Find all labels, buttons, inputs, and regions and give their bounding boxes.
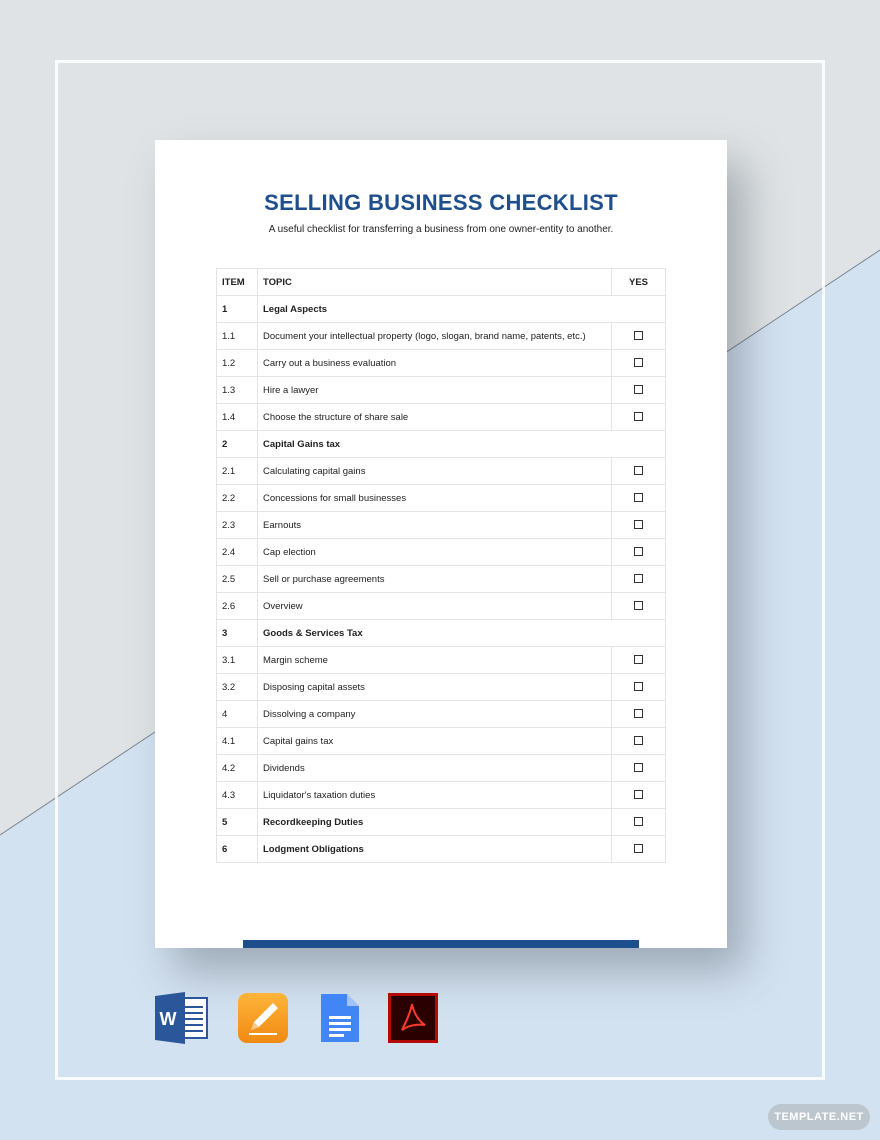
table-header-row bbox=[217, 269, 666, 296]
row-item-number: 1 bbox=[217, 296, 258, 323]
row-topic: Overview bbox=[258, 593, 612, 620]
table-row bbox=[217, 512, 666, 539]
row-topic: Capital gains tax bbox=[258, 728, 612, 755]
row-topic: Goods & Services Tax bbox=[258, 620, 612, 647]
row-item-number: 4 bbox=[217, 701, 258, 728]
row-item-number: 4.2 bbox=[217, 755, 258, 782]
word-icon[interactable] bbox=[155, 992, 207, 1044]
table-row bbox=[217, 782, 666, 809]
row-yes-cell bbox=[612, 296, 666, 323]
row-yes-cell bbox=[612, 593, 666, 620]
row-topic: Capital Gains tax bbox=[258, 431, 612, 458]
row-item-number: 1.3 bbox=[217, 377, 258, 404]
yes-checkbox[interactable] bbox=[634, 844, 643, 853]
row-item-number: 3.2 bbox=[217, 674, 258, 701]
row-topic: Cap election bbox=[258, 539, 612, 566]
yes-checkbox[interactable] bbox=[634, 358, 643, 367]
row-item-number: 1.1 bbox=[217, 323, 258, 350]
yes-checkbox[interactable] bbox=[634, 385, 643, 394]
row-item-number: 2.1 bbox=[217, 458, 258, 485]
yes-checkbox[interactable] bbox=[634, 412, 643, 421]
row-topic: Liquidator's taxation duties bbox=[258, 782, 612, 809]
row-item-number: 4.1 bbox=[217, 728, 258, 755]
table-row bbox=[217, 836, 666, 863]
row-topic: Legal Aspects bbox=[258, 296, 612, 323]
row-topic: Sell or purchase agreements bbox=[258, 566, 612, 593]
row-topic: Carry out a business evaluation bbox=[258, 350, 612, 377]
table-row bbox=[217, 701, 666, 728]
document-title: SELLING BUSINESS CHECKLIST bbox=[264, 190, 618, 215]
row-yes-cell bbox=[612, 404, 666, 431]
row-item-number: 2.2 bbox=[217, 485, 258, 512]
row-topic: Lodgment Obligations bbox=[258, 836, 612, 863]
row-yes-cell bbox=[612, 674, 666, 701]
google-docs-icon[interactable] bbox=[315, 992, 367, 1044]
row-item-number: 1.2 bbox=[217, 350, 258, 377]
row-topic: Document your intellectual property (logo, slogan, brand name, patents, etc.) bbox=[258, 323, 612, 350]
row-item-number: 5 bbox=[217, 809, 258, 836]
row-yes-cell bbox=[612, 782, 666, 809]
row-topic: Hire a lawyer bbox=[258, 377, 612, 404]
table-row bbox=[217, 755, 666, 782]
table-row bbox=[217, 728, 666, 755]
row-item-number: 2 bbox=[217, 431, 258, 458]
row-item-number: 6 bbox=[217, 836, 258, 863]
yes-checkbox[interactable] bbox=[634, 817, 643, 826]
row-topic: Margin scheme bbox=[258, 647, 612, 674]
pages-icon[interactable] bbox=[237, 992, 289, 1044]
yes-checkbox[interactable] bbox=[634, 601, 643, 610]
table-row bbox=[217, 296, 666, 323]
row-topic: Dividends bbox=[258, 755, 612, 782]
row-yes-cell bbox=[612, 809, 666, 836]
row-yes-cell bbox=[612, 647, 666, 674]
table-row bbox=[217, 350, 666, 377]
row-item-number: 2.4 bbox=[217, 539, 258, 566]
row-yes-cell bbox=[612, 431, 666, 458]
row-yes-cell bbox=[612, 350, 666, 377]
table-row bbox=[217, 539, 666, 566]
document-subtitle: A useful checklist for transferring a business from one owner-entity to another. bbox=[268, 224, 614, 235]
checklist-table bbox=[216, 268, 666, 863]
row-yes-cell bbox=[612, 836, 666, 863]
header-item: ITEM bbox=[217, 269, 258, 296]
table-row bbox=[217, 647, 666, 674]
row-item-number: 2.6 bbox=[217, 593, 258, 620]
yes-checkbox[interactable] bbox=[634, 682, 643, 691]
row-topic: Dissolving a company bbox=[258, 701, 612, 728]
table-row bbox=[217, 485, 666, 512]
row-yes-cell bbox=[612, 512, 666, 539]
header-yes: YES bbox=[612, 269, 666, 296]
acrobat-icon[interactable] bbox=[387, 992, 439, 1044]
row-yes-cell bbox=[612, 620, 666, 647]
row-yes-cell bbox=[612, 701, 666, 728]
row-yes-cell bbox=[612, 377, 666, 404]
footer-bar bbox=[243, 940, 639, 948]
row-yes-cell bbox=[612, 539, 666, 566]
document-page bbox=[155, 140, 727, 948]
yes-checkbox[interactable] bbox=[634, 574, 643, 583]
table-row bbox=[217, 377, 666, 404]
word-icon-letter: W bbox=[159, 1009, 177, 1029]
table-row bbox=[217, 431, 666, 458]
row-item-number: 3 bbox=[217, 620, 258, 647]
row-item-number: 2.5 bbox=[217, 566, 258, 593]
yes-checkbox[interactable] bbox=[634, 520, 643, 529]
row-yes-cell bbox=[612, 566, 666, 593]
row-yes-cell bbox=[612, 458, 666, 485]
row-item-number: 1.4 bbox=[217, 404, 258, 431]
row-item-number: 2.3 bbox=[217, 512, 258, 539]
row-topic: Disposing capital assets bbox=[258, 674, 612, 701]
yes-checkbox[interactable] bbox=[634, 466, 643, 475]
table-row bbox=[217, 458, 666, 485]
yes-checkbox[interactable] bbox=[634, 736, 643, 745]
table-row bbox=[217, 620, 666, 647]
row-topic: Recordkeeping Duties bbox=[258, 809, 612, 836]
table-row bbox=[217, 404, 666, 431]
table-row bbox=[217, 593, 666, 620]
row-item-number: 3.1 bbox=[217, 647, 258, 674]
table-row bbox=[217, 809, 666, 836]
table-row bbox=[217, 323, 666, 350]
row-topic: Earnouts bbox=[258, 512, 612, 539]
yes-checkbox[interactable] bbox=[634, 493, 643, 502]
yes-checkbox[interactable] bbox=[634, 763, 643, 772]
template-net-badge[interactable]: TEMPLATE.NET bbox=[768, 1104, 870, 1130]
row-topic: Concessions for small businesses bbox=[258, 485, 612, 512]
table-row bbox=[217, 566, 666, 593]
row-yes-cell bbox=[612, 323, 666, 350]
row-yes-cell bbox=[612, 728, 666, 755]
yes-checkbox[interactable] bbox=[634, 655, 643, 664]
row-yes-cell bbox=[612, 485, 666, 512]
yes-checkbox[interactable] bbox=[634, 709, 643, 718]
checklist-body bbox=[217, 296, 666, 863]
header-topic: TOPIC bbox=[258, 269, 612, 296]
yes-checkbox[interactable] bbox=[634, 547, 643, 556]
yes-checkbox[interactable] bbox=[634, 331, 643, 340]
row-topic: Calculating capital gains bbox=[258, 458, 612, 485]
row-topic: Choose the structure of share sale bbox=[258, 404, 612, 431]
yes-checkbox[interactable] bbox=[634, 790, 643, 799]
row-item-number: 4.3 bbox=[217, 782, 258, 809]
row-yes-cell bbox=[612, 755, 666, 782]
table-row bbox=[217, 674, 666, 701]
